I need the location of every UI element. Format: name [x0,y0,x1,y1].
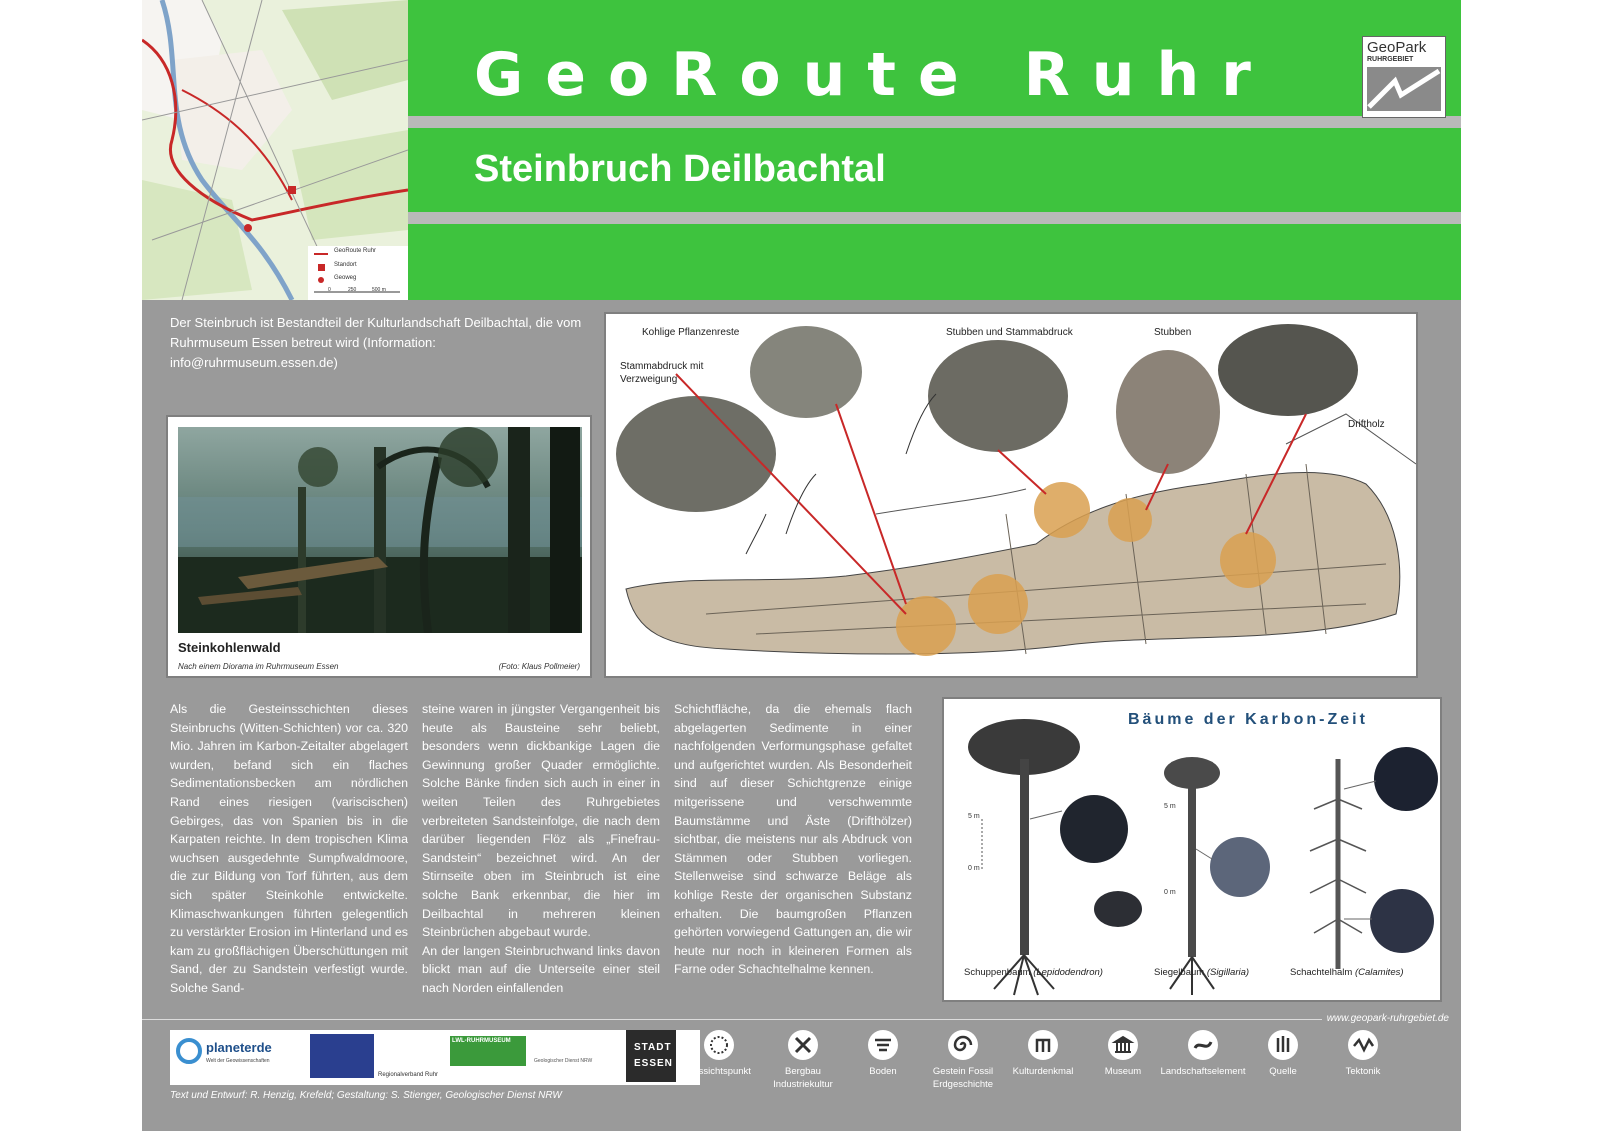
gd-logo: Geologischer Dienst NRW [534,1058,593,1064]
body-column-3: Schichtfläche, da die ehemals flach abgelagerten Sedimente in einer nachfolgenden Verformungsphase gefaltet und aufgerichtet wurden. Als Besonderheit sind auf dieser Schichtgrenze einige mitgerissene und verschwemmte Baumstämme und Äste (Drifthölzer) sichtbar, die meistens nur als Abdruck von Stämmen oder Stubben vorliegen. Stellenweise sind schwarze Beläge als kohlige Reste der organischen Substanz erhalten. Die baumgroßen Pflanzen gehörten vorwiegend Gattungen an, die wir heute nur noch in kleineren Formen als Farne oder Schachtelhalme kennen. [674,702,912,977]
page-subtitle: Steinbruch Deilbachtal [474,148,886,190]
tectonics-icon [1348,1030,1378,1060]
tree-name: Schuppenbaum [964,967,1031,978]
forest-photo-credit: (Foto: Klaus Pollmeier) [498,662,580,671]
map-legend-2: Standort [334,262,357,268]
planeterde-logo: planeterde [206,1040,272,1055]
legend-label: Museum [1104,1066,1142,1077]
forest-note: Nach einem Diorama im Ruhrmuseum Essen [178,662,339,671]
legend-label: Gestein Fossil Erdgeschichte [932,1066,994,1090]
spring-icon [1268,1030,1298,1060]
tree-scale-4: 0 m [1164,889,1176,896]
geopark-logo [1362,36,1446,118]
footer-divider [142,1019,1322,1020]
map-graphic [142,0,408,300]
logo-text-2: RUHRGEBIET [1367,56,1414,63]
header-stripe-top [408,116,1461,128]
legend-rock-fossil [918,1030,1008,1091]
sponsor-logos [170,1030,700,1085]
tree-latin: (Sigillaria) [1206,967,1250,978]
tree-caption-lepidodendron [964,967,1103,978]
stadt-essen-logo [626,1030,676,1082]
trees-title: Bäume der Karbon-Zeit [1128,711,1368,728]
header-banner [408,0,1461,300]
quarry-diagram [604,312,1418,678]
logo-graphic [1367,67,1441,111]
tree-caption-calamites [1290,967,1404,978]
legend-monument [998,1030,1088,1078]
legend-label: Landschaftselement [1160,1066,1246,1077]
tree-scale-1: 5 m [968,813,980,820]
planeterde-globe-icon [176,1038,202,1064]
museum-icon [1108,1030,1138,1060]
planeterde-subtitle: Welt der Geowissenschaften [206,1058,270,1064]
logo-text-1: GeoPark [1367,39,1427,56]
intro-text: Der Steinbruch ist Bestandteil der Kulturlandschaft Deilbachtal, die vom Ruhrmuseum Essen betreut wird (Information: info@ruhrmuseum.essen.de) [170,315,582,370]
label-stumps: Stubben [1154,327,1192,338]
legend-label: Quelle [1269,1066,1297,1077]
page-title: GeoRoute Ruhr [474,40,1273,110]
trees-graphic [944,699,1442,1002]
legend-label: Kulturdenkmal [1012,1066,1074,1077]
body-column-2-part-2: An der langen Steinbruchwand links davon blickt man auf die Unterseite einer steil nach Norden einfallenden [422,943,660,995]
label-trunk-branching: Stammabdruck mit Verzweigung [620,361,704,385]
body-column-2 [422,700,660,998]
credits: Text und Entwurf: R. Henzig, Krefeld; Gestaltung: S. Stienger, Geologischer Dienst NRW [170,1090,562,1101]
forest-panel [166,415,592,678]
spiral-icon [948,1030,978,1060]
regionalverband-label: Regionalverband Ruhr [378,1072,439,1078]
legend-soil [838,1030,928,1078]
map-scale-0: 0 [328,287,331,293]
route-map [142,0,408,300]
legend-label: Bergbau Industriekultur [773,1066,833,1090]
map-legend-3: Geoweg [334,275,357,281]
body-column-1: Als die Gesteinsschichten dieses Steinbruchs (Witten-Schichten) vor ca. 320 Mio. Jahren im Karbon-Zeitalter abgelagert wurden, befand sich ein flaches Sedimentationsbecken am nördlichen Rand eines riesigen (variscischen) Gebirges, das von Spanien bis in die Karpaten reichte. In dem tropischen Klima wuchsen ausgedehnte Sumpfwaldmoore, die zur Bildung von Torf führten, aus dem sich später Steinkohle entwickelte. Klimaschwankungen führten gelegentlich zu verstärkter Erosion im Hinterland und es kam zu großflächigen Überschüttungen mit Sand, der zu Sandstein verfestigt wurde. Solche Sand- [170,702,408,995]
legend-mining [758,1030,848,1091]
tree-scale-2: 0 m [968,865,980,872]
label-plant-remains: Kohlige Pflanzenreste [642,327,740,338]
label-driftwood: Driftholz [1348,419,1385,430]
wuppertal-logo [310,1034,374,1078]
quarry-graphic [606,314,1418,678]
info-board [142,0,1461,1131]
lwl-logo: LWL-RUHRMUSEUM [452,1038,511,1044]
website-link[interactable]: www.geopark-ruhrgebiet.de [1326,1013,1449,1024]
legend-label: Boden [869,1066,897,1077]
legend-spring [1238,1030,1328,1078]
legend-label: Tektonik [1345,1066,1381,1077]
coal-forest-image [178,427,582,633]
forest-caption: Steinkohlenwald [178,640,281,655]
soil-icon [868,1030,898,1060]
legend-viewpoint [674,1030,764,1078]
stadt-text: STADT [634,1042,672,1053]
map-scale-2: 500 m [372,287,386,293]
mining-icon [788,1030,818,1060]
tree-scale-3: 5 m [1164,803,1176,810]
landscape-icon [1188,1030,1218,1060]
legend-tectonics [1318,1030,1408,1078]
legend-museum [1078,1030,1168,1078]
tree-latin: (Lepidodendron) [1033,967,1103,978]
legend-label: Aussichtspunkt [687,1066,751,1077]
tree-name: Siegelbaum [1154,967,1205,978]
legend-landscape [1158,1030,1248,1078]
tree-latin: (Calamites) [1354,967,1404,978]
tree-name: Schachtelhalm [1290,967,1353,978]
monument-icon [1028,1030,1058,1060]
map-scale-1: 250 [348,287,357,293]
label-stumps-trunk: Stubben und Stammabdruck [946,327,1073,338]
header-stripe-bottom [408,212,1461,224]
trees-panel [942,697,1442,1002]
viewpoint-icon [704,1030,734,1060]
map-legend-1: GeoRoute Ruhr [334,248,377,254]
tree-caption-sigillaria [1154,967,1249,978]
body-column-2-part-1: steine waren in jüngster Vergangenheit bis heute als Bausteine sehr beliebt, besonders wenn dickbankige Lagen die Gewinnung großer Quader ermöglichte. Solche Bänke finden sich auch in einer in weiten Teilen des Ruhrgebietes verbreiteten Sandsteinfolge, die nach dem darüber liegenden Flöz als „Finefrau-Sandstein“ bezeichnet wird. An der Stirnseite oben im Steinbruch ist eine solche Bank erkennbar, die hier im Deilbachtal in mehreren kleinen Steinbrüchen abgebaut wurde. [422,702,660,940]
essen-text: ESSEN [634,1058,673,1069]
